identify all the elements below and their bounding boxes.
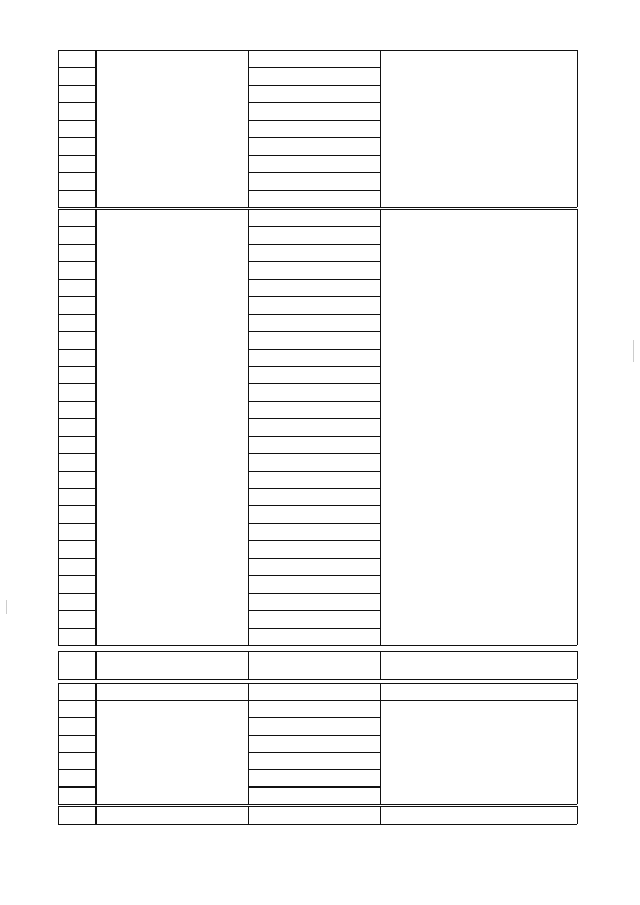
row-number-cell: [58, 700, 96, 718]
sub-cadastral-cell: [248, 700, 381, 718]
row-number-cell: [58, 610, 96, 628]
group-bottom-border: [96, 207, 577, 208]
sub-cadastral-cell: [248, 453, 381, 471]
row-number-cell: [58, 190, 96, 208]
row-number-cell: [58, 806, 96, 825]
main-left-border: [96, 806, 97, 824]
sub-cadastral-cell: [248, 575, 381, 593]
row-number-cell: [58, 787, 96, 805]
main-cadastral-number: [96, 700, 248, 804]
address-cell: [381, 806, 577, 824]
sub-cadastral-cell: [248, 806, 381, 825]
row-number-cell: [58, 540, 96, 558]
sub-cadastral-cell: [248, 505, 381, 523]
row-number-cell: [58, 628, 96, 646]
row-number-cell: [58, 366, 96, 384]
main-cadastral-number: [96, 209, 248, 645]
row-number-cell: [58, 244, 96, 262]
address-cell: [381, 683, 577, 700]
row-number-cell: [58, 735, 96, 753]
row-number-cell: [58, 279, 96, 297]
address-right-border: [577, 651, 578, 679]
address-right-border: [577, 209, 578, 645]
row-number-cell: [58, 575, 96, 593]
row-number-cell: [58, 717, 96, 735]
address-cell: [381, 651, 577, 679]
sub-cadastral-cell: [248, 331, 381, 349]
sub-cadastral-cell: [248, 172, 381, 190]
row-number-cell: [58, 226, 96, 244]
row-number-cell: [58, 683, 96, 701]
row-number-cell: [58, 209, 96, 227]
row-number-cell: [58, 488, 96, 506]
row-number-cell: [58, 505, 96, 523]
row-number-cell: [58, 331, 96, 349]
main-left-border: [96, 50, 97, 207]
sub-cadastral-cell: [248, 769, 381, 787]
sub-cadastral-cell: [248, 383, 381, 401]
group-top-border: [381, 806, 577, 807]
address-cell: [381, 420, 577, 436]
row-number-cell: [58, 752, 96, 770]
group-bottom-border: [96, 645, 577, 646]
sub-cadastral-cell: [248, 296, 381, 314]
main-left-border: [96, 700, 97, 804]
sub-cadastral-cell: [248, 471, 381, 489]
row-number-cell: [58, 155, 96, 173]
sub-cadastral-cell: [248, 593, 381, 611]
row-number-cell: [58, 349, 96, 367]
row-number-cell: [58, 558, 96, 576]
main-cadastral-number: [96, 102, 248, 137]
row-number-cell: [58, 383, 96, 401]
row-number-cell: [58, 471, 96, 489]
sub-cadastral-cell: [248, 155, 381, 173]
address-cell: [381, 700, 577, 804]
sub-cadastral-cell: [248, 436, 381, 454]
sub-cadastral-cell: [248, 488, 381, 506]
sub-cadastral-cell: [248, 190, 381, 208]
row-number-cell: [58, 769, 96, 787]
row-number-cell: [58, 67, 96, 85]
row-number-cell: [58, 418, 96, 436]
row-number-cell: [58, 453, 96, 471]
group-top-border: [381, 700, 577, 701]
main-left-border: [96, 683, 97, 700]
sub-cadastral-cell: [248, 209, 381, 227]
row-number-cell: [58, 401, 96, 419]
address-right-border: [577, 50, 578, 207]
sub-cadastral-cell: [248, 102, 381, 120]
row-number-cell: [58, 85, 96, 103]
sub-cadastral-cell: [248, 67, 381, 85]
row-number-cell: [58, 50, 96, 68]
row-number-cell: [58, 102, 96, 120]
sub-cadastral-cell: [248, 651, 381, 680]
group-bottom-border: [96, 804, 577, 805]
group-top-border: [381, 50, 577, 51]
group-bottom-border: [96, 679, 577, 680]
sub-cadastral-cell: [248, 628, 381, 646]
scan-edge-mark: [6, 600, 7, 614]
sub-cadastral-cell: [248, 540, 381, 558]
sub-cadastral-cell: [248, 137, 381, 155]
sub-cadastral-cell: [248, 401, 381, 419]
sub-cadastral-cell: [248, 787, 381, 805]
address-right-border: [577, 700, 578, 804]
group-main-border: [96, 806, 248, 807]
row-number-cell: [58, 261, 96, 279]
sub-cadastral-cell: [248, 735, 381, 753]
address-cell: [381, 80, 577, 96]
main-cadastral-number: [96, 806, 248, 824]
sub-cadastral-cell: [248, 558, 381, 576]
sub-cadastral-cell: [248, 120, 381, 138]
row-number-cell: [58, 137, 96, 155]
group-bottom-border: [96, 824, 577, 825]
sub-cadastral-cell: [248, 279, 381, 297]
sub-cadastral-cell: [248, 523, 381, 541]
sub-cadastral-cell: [248, 314, 381, 332]
sub-cadastral-cell: [248, 717, 381, 735]
scan-edge-mark: [633, 340, 634, 362]
sub-cadastral-cell: [248, 261, 381, 279]
row-number-cell: [58, 314, 96, 332]
sub-cadastral-cell: [248, 349, 381, 367]
sub-cadastral-cell: [248, 226, 381, 244]
row-number-cell: [58, 523, 96, 541]
row-number-cell: [58, 436, 96, 454]
row-number-cell: [58, 651, 96, 680]
group-main-border: [96, 683, 248, 684]
row-number-cell: [58, 120, 96, 138]
main-cadastral-number: [96, 651, 248, 679]
sub-cadastral-cell: [248, 50, 381, 68]
sub-cadastral-cell: [248, 366, 381, 384]
main-cadastral-number: [96, 683, 248, 700]
main-left-border: [96, 651, 97, 679]
address-right-border: [577, 683, 578, 700]
main-left-border: [96, 209, 97, 645]
group-top-border: [381, 683, 577, 684]
row-number-cell: [58, 296, 96, 314]
row-number-cell: [58, 593, 96, 611]
address-right-border: [577, 806, 578, 824]
sub-cadastral-cell: [248, 85, 381, 103]
sub-cadastral-cell: [248, 610, 381, 628]
group-top-border: [381, 209, 577, 210]
sub-cadastral-cell: [248, 418, 381, 436]
sub-cadastral-cell: [248, 683, 381, 701]
group-main-border: [96, 209, 248, 210]
row-number-cell: [58, 172, 96, 190]
sub-cadastral-cell: [248, 244, 381, 262]
group-top-border: [381, 651, 577, 652]
sub-cadastral-cell: [248, 752, 381, 770]
group-main-border: [96, 651, 248, 652]
group-main-border: [96, 50, 248, 51]
group-main-border: [96, 700, 248, 701]
